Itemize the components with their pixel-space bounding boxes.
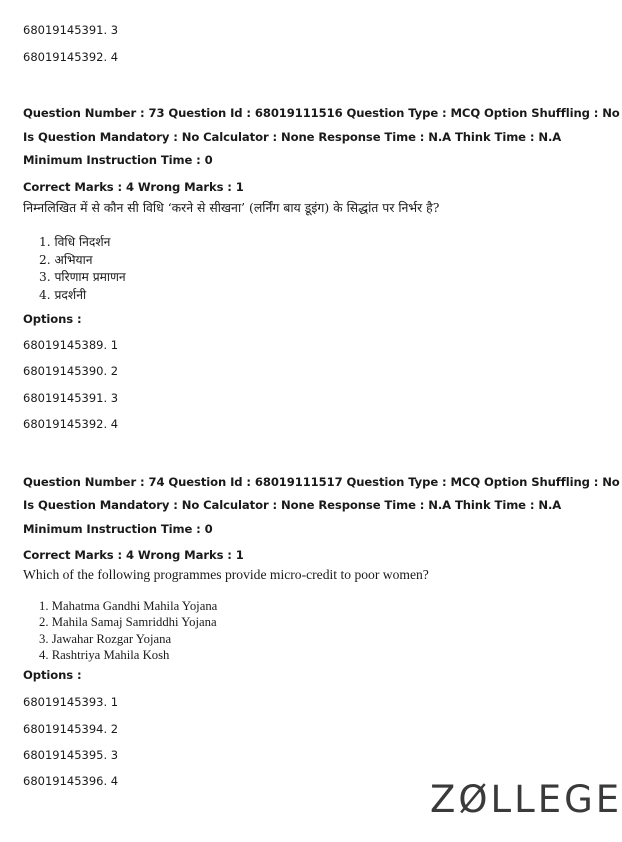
question-73-header: Question Number : 73 Question Id : 68019111516 Question Type : MCQ Option Shuffling : No bbox=[23, 106, 620, 120]
option-line: 68019145395. 3 bbox=[23, 748, 119, 762]
choice-item: 3. Jawahar Rozgar Yojana bbox=[39, 631, 172, 646]
option-line: 68019145391. 3 bbox=[23, 23, 119, 37]
question-73-text: निम्नलिखित में से कौन सी विधि ‘करने से सीखना’ (लर्निंग बाय डूइंग) के सिद्धांत पर निर्भर है? bbox=[23, 200, 440, 215]
choice-item: 1. विधि निदर्शन bbox=[39, 235, 111, 249]
choice-item: 4. Rashtriya Mahila Kosh bbox=[39, 647, 170, 662]
choice-item: 2. Mahila Samaj Samriddhi Yojana bbox=[39, 615, 217, 630]
options-label: Options : bbox=[23, 312, 82, 326]
option-line: 68019145389. 1 bbox=[23, 338, 119, 352]
choice-item: 1. Mahatma Gandhi Mahila Yojana bbox=[39, 599, 218, 613]
option-line: 68019145393. 1 bbox=[23, 695, 119, 709]
option-line: 68019145390. 2 bbox=[23, 364, 119, 378]
question-74-header: Question Number : 74 Question Id : 68019111517 Question Type : MCQ Option Shuffling : No bbox=[23, 475, 620, 489]
option-line: 68019145392. 4 bbox=[23, 50, 119, 64]
question-73-choice-list bbox=[39, 234, 126, 304]
option-line: 68019145391. 3 bbox=[23, 391, 119, 405]
zollege-logo: ZØLLEGE bbox=[430, 778, 622, 821]
question-73-header: Minimum Instruction Time : 0 bbox=[23, 153, 213, 167]
question-74-marks: Correct Marks : 4 Wrong Marks : 1 bbox=[23, 548, 244, 562]
choice-item: 4. प्रदर्शनी bbox=[39, 287, 87, 302]
option-line: 68019145396. 4 bbox=[23, 774, 119, 788]
options-label: Options : bbox=[23, 668, 82, 682]
question-74-text: Which of the following programmes provide micro-credit to poor women? bbox=[23, 567, 429, 582]
question-74-header: Minimum Instruction Time : 0 bbox=[23, 522, 213, 536]
question-74-choice-list bbox=[39, 598, 217, 663]
question-73-marks: Correct Marks : 4 Wrong Marks : 1 bbox=[23, 180, 244, 194]
choice-item: 3. परिणाम प्रमाणन bbox=[39, 270, 126, 284]
question-73-header: Is Question Mandatory : No Calculator : None Response Time : N.A Think Time : N.A bbox=[23, 130, 562, 144]
option-line: 68019145392. 4 bbox=[23, 417, 119, 431]
option-line: 68019145394. 2 bbox=[23, 722, 119, 736]
question-74-header: Is Question Mandatory : No Calculator : None Response Time : N.A Think Time : N.A bbox=[23, 498, 562, 512]
choice-item: 2. अभियान bbox=[39, 252, 93, 267]
